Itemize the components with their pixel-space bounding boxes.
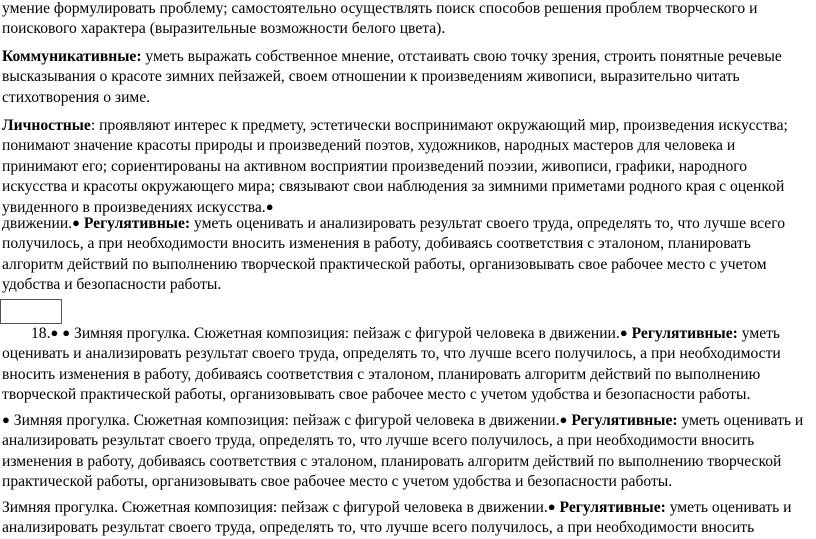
item-18-text: творческой практической работы, организовывать свое рабочее место с учетом удобства и безопасности работы. <box>2 386 751 404</box>
intro-paragraph <box>2 0 810 40</box>
bullet-icon: ● <box>50 325 59 340</box>
personal-paragraph <box>2 116 810 218</box>
regulatory-text: алгоритм действий по выполнению творческой практической работы, организовывать свое рабочее место с учетом <box>2 255 767 273</box>
item-18-paragraph <box>2 324 810 406</box>
personal-text: принимают его; сориентированы на активном восприятии произведений поэзии, живописи, графики, народного <box>2 157 748 175</box>
regulatory-text: удобства и безопасности работы. <box>2 276 222 294</box>
personal-text: : проявляют интерес к предмету, эстетически воспринимают окружающий мир, произведения искусства; <box>90 117 788 134</box>
bullet-icon: ● <box>559 412 568 427</box>
communicative-label: Коммуникативные: <box>2 48 142 65</box>
repeat-2-paragraph <box>2 498 810 539</box>
regulatory-text: получилось, а при необходимости вносить изменения в работу, добиваясь соответствия с эталоном, планировать <box>2 235 751 253</box>
communicative-text: уметь выражать собственное мнение, отстаивать свою точку зрения, строить понятные речевые <box>141 48 782 65</box>
bullet-icon: ● <box>547 499 556 514</box>
bullet-icon: ● <box>62 325 71 340</box>
repeat-2-topic: Зимняя прогулка. Сюжетная композиция: пейзаж с фигурой человека в движении. <box>2 499 548 516</box>
intro-line: поискового характера (выразительные возможности белого цвета). <box>2 20 446 38</box>
regulatory-label: Регулятивные: <box>631 325 738 342</box>
bullet-icon: ● <box>265 198 274 214</box>
personal-text: увиденного в произведениях искусства. <box>2 198 266 216</box>
bullet-icon: ● <box>619 325 628 340</box>
intro-line: умение формулировать проблему; самостоятельно осуществлять поиск способов решения проблем творческого и <box>2 0 758 17</box>
item-18-text: оценивать и анализировать результат своего труда, определять то, что лучше всего получилось, а при необходимости <box>2 345 781 363</box>
regulatory-prefix: движении. <box>2 215 73 232</box>
regulatory-text: уметь оценивать и анализировать результат своего труда, определять то, что лучше всего <box>190 215 785 232</box>
repeat-2-text: уметь оценивать и <box>665 499 792 516</box>
communicative-text: стихотворения о зиме. <box>2 88 151 106</box>
regulatory-label: Регулятивные: <box>83 215 191 232</box>
bullet-icon: ● <box>2 412 10 427</box>
personal-text: понимают значение красоты природы и произведений поэтов, художников, народных мастеров для человека и <box>2 137 736 155</box>
repeat-1-text: анализировать результат своего труда, определять то, что лучше всего получилось, а при необходимости вносить <box>2 432 755 450</box>
empty-box <box>0 299 62 324</box>
personal-text: искусства и красоты окружающего мира; связывают свои наблюдения за зимними приметами родного края с оценкой <box>2 178 785 196</box>
item-number: 18. <box>31 325 51 342</box>
regulatory-paragraph <box>2 214 810 296</box>
repeat-1-text: изменения в работу, добиваясь соответствия с эталоном, планировать алгоритм действий по выполнению творческой <box>2 452 782 470</box>
repeat-1-topic: Зимняя прогулка. Сюжетная композиция: пейзаж с фигурой человека в движении. <box>9 412 560 429</box>
communicative-text: высказывания о красоте зимних пейзажей, своем отношении к произведениям живописи, выразительно читать <box>2 68 740 86</box>
repeat-2-text: анализировать результат своего труда, определять то, что лучше всего получилось, а при необходимости вносить <box>2 519 755 537</box>
repeat-1-paragraph <box>2 411 810 493</box>
regulatory-label: Регулятивные: <box>571 412 678 429</box>
regulatory-label: Регулятивные: <box>559 499 666 516</box>
item-18-text: уметь <box>737 325 781 342</box>
communicative-paragraph <box>2 47 810 108</box>
item-18-topic: Зимняя прогулка. Сюжетная композиция: пейзаж с фигурой человека в движении. <box>70 325 620 342</box>
bullet-icon: ● <box>72 215 80 230</box>
personal-label: Личностные <box>2 117 91 134</box>
repeat-1-text: уметь оценивать и <box>677 412 804 429</box>
item-18-text: вносить изменения в работу, добиваясь соответствия с эталоном, планировать алгоритм действий по выполнению <box>2 365 761 383</box>
repeat-1-text: практической работы, организовывать свое рабочее место с учетом удобства и безопасности работы. <box>2 473 673 491</box>
